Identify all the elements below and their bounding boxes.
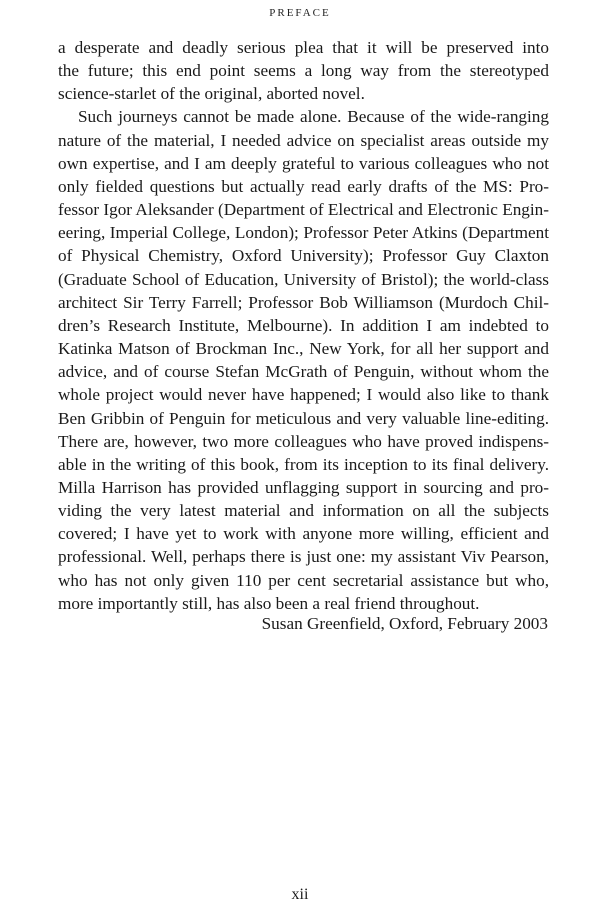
text-line: professional. Well, perhaps there is just one: my assistant Viv Pearson, xyxy=(58,547,549,567)
text-line: of Physical Chemistry, Oxford University); Professor Guy Claxton xyxy=(58,246,549,266)
text-line: nature of the material, I needed advice on specialist areas outside my xyxy=(58,130,549,150)
text-line: dren’s Research Institute, Melbourne). In addition I am indebted to xyxy=(58,315,549,335)
running-head: PREFACE xyxy=(269,7,331,19)
text-line: Ben Gribbin of Penguin for meticulous and very valuable line-editing. xyxy=(58,408,549,428)
text-line: fessor Igor Aleksander (Department of Electrical and Electronic Engin- xyxy=(58,200,549,220)
text-line: covered; I have yet to work with anyone more willing, efficient and xyxy=(58,524,549,544)
text-line: a desperate and deadly serious plea that it will be preserved into xyxy=(58,38,549,57)
text-line: eering, Imperial College, London); Professor Peter Atkins (Department xyxy=(58,223,549,243)
text-line: only fielded questions but actually read early drafts of the MS: Pro- xyxy=(58,176,549,196)
paragraph-acknowledgements xyxy=(58,105,549,614)
page-number: xii xyxy=(291,886,309,903)
text-line: who has not only given 110 per cent secretarial assistance but who, xyxy=(58,570,549,590)
text-line: There are, however, two more colleagues who have proved indispens- xyxy=(58,431,549,451)
text-line: own expertise, and I am deeply grateful to various colleagues who not xyxy=(58,153,549,173)
text-line: viding the very latest material and information on all the subjects xyxy=(58,501,549,521)
text-line: Milla Harrison has provided unflagging support in sourcing and pro- xyxy=(58,477,549,497)
paragraph-continued xyxy=(58,36,549,105)
body-text xyxy=(58,36,549,615)
text-line: science-starlet of the original, aborted novel. xyxy=(58,84,365,104)
text-line: Katinka Matson of Brockman Inc., New York, for all her support and xyxy=(58,339,549,359)
text-line: Such journeys cannot be made alone. Because of the wide-ranging xyxy=(78,107,549,127)
text-line: (Graduate School of Education, University of Bristol); the world-class xyxy=(58,269,549,289)
text-line: more importantly still, has also been a real friend throughout. xyxy=(58,593,480,613)
text-line: whole project would never have happened; I would also like to thank xyxy=(58,385,549,405)
signature-line: Susan Greenfield, Oxford, February 2003 xyxy=(261,614,548,633)
text-line: able in the writing of this book, from its inception to its final delivery. xyxy=(58,454,549,474)
text-line: the future; this end point seems a long way from the stereotyped xyxy=(58,61,549,81)
text-line: architect Sir Terry Farrell; Professor Bob Williamson (Murdoch Chil- xyxy=(58,292,549,312)
text-line: advice, and of course Stefan McGrath of Penguin, without whom the xyxy=(58,362,549,382)
